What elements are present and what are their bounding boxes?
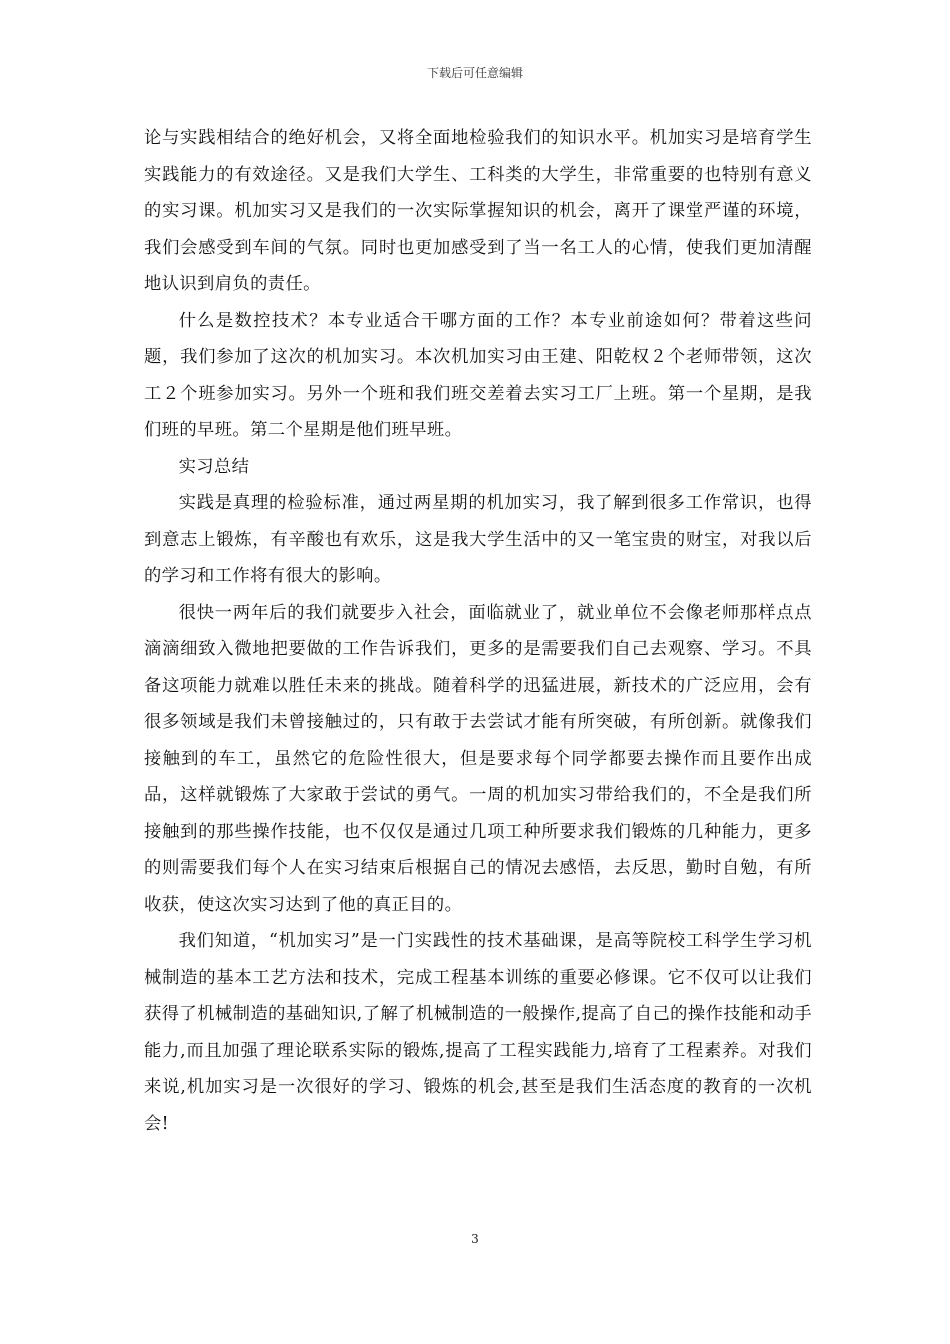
paragraph-5: 我们知道，“机加实习”是一门实践性的技术基础课，是高等院校工科学生学习机械制造的基本工艺方法和技术，完成工程基本训练的重要必修课。它不仅可以让我们获得了机械制造的基础知识,了解了机械制造的一般操作,提高了自己的操作技能和动手能力,而且加强了理论联系实际的锻炼,提高了工程实践能力,培育了工程素养。对我们来说,机加实习是一次很好的学习、锻炼的机会,甚至是我们生活态度的教育的一次机会! bbox=[144, 931, 812, 1134]
document-body bbox=[144, 120, 812, 1142]
page-header: 下载后可任意编辑 bbox=[426, 66, 523, 80]
section-heading: 实习总结 bbox=[178, 456, 250, 477]
page-number: 3 bbox=[471, 1232, 479, 1246]
paragraph-4: 很快一两年后的我们就要步入社会，面临就业了，就业单位不会像老师那样点点滴滴细致入微地把要做的工作告诉我们，更多的是需要我们自己去观察、学习。不具备这项能力就难以胜任未来的挑战。随着科学的迅猛进展，新技术的广泛应用，会有很多领域是我们未曾接触过的，只有敢于去尝试才能有所突破，有所创新。就像我们接触到的车工，虽然它的危险性很大，但是要求每个同学都要去操作而且要作出成品，这样就锻炼了大家敢于尝试的勇气。一周的机加实习带给我们的，不全是我们所接触到的那些操作技能，也不仅仅是通过几项工种所要求我们锻炼的几种能力，更多的则需要我们每个人在实习结束后根据自己的情况去感悟，去反思，勤时自勉，有所收获，使这次实习达到了他的真正目的。 bbox=[144, 602, 812, 915]
paragraph-2: 什么是数控技术？本专业适合干哪方面的工作？本专业前途如何？带着这些问题，我们参加了这次的机加实习。本次机加实习由王建、阳乾权２个老师带领，这次工２个班参加实习。另外一个班和我们班交差着去实习工厂上班。第一个星期，是我们班的早班。第二个星期是他们班早班。 bbox=[144, 310, 812, 440]
paragraph-3: 实践是真理的检验标准，通过两星期的机加实习，我了解到很多工作常识，也得到意志上锻炼，有辛酸也有欢乐，这是我大学生活中的又一笔宝贵的财宝，对我以后的学习和工作将有很大的影响。 bbox=[144, 493, 812, 586]
paragraph-1: 论与实践相结合的绝好机会，又将全面地检验我们的知识水平。机加实习是培育学生实践能力的有效途径。又是我们大学生、工科类的大学生，非常重要的也特别有意义的实习课。机加实习又是我们的一次实际掌握知识的机会，离开了课堂严谨的环境，我们会感受到车间的气氛。同时也更加感受到了当一名工人的心情，使我们更加清醒地认识到肩负的责任。 bbox=[144, 128, 812, 294]
